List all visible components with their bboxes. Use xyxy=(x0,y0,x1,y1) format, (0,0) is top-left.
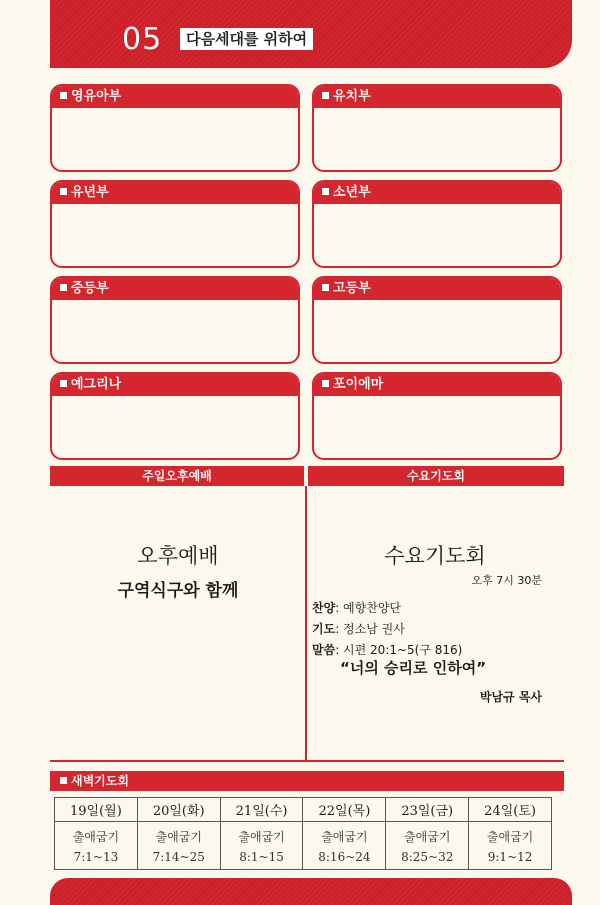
section-header xyxy=(50,0,572,68)
dept-box-primary xyxy=(50,180,300,268)
square-bullet-icon xyxy=(60,92,67,99)
section-number: 05 xyxy=(122,22,163,57)
dept-header xyxy=(314,182,560,204)
afternoon-service-title: 오후예배 xyxy=(137,544,219,568)
dawn-day-cell: 24일(토) xyxy=(469,798,552,822)
dept-label: 중등부 xyxy=(71,281,109,296)
dept-header xyxy=(314,374,560,396)
praise-line xyxy=(312,599,401,616)
reading-verses: 8:16~24 xyxy=(318,849,371,864)
dept-label: 유년부 xyxy=(71,185,109,200)
dept-header xyxy=(52,278,298,300)
wednesday-bar: 수요기도회 xyxy=(308,466,564,486)
dept-header xyxy=(314,86,560,108)
dawn-reading-cell xyxy=(137,822,220,870)
dept-label: 영유아부 xyxy=(71,89,122,104)
dawn-day-cell: 19일(월) xyxy=(55,798,138,822)
praise-label: 찬양 xyxy=(312,601,336,615)
square-bullet-icon xyxy=(322,380,329,387)
praise-value: : 예향찬양단 xyxy=(335,601,402,615)
dawn-schedule-table xyxy=(54,797,552,870)
dept-box-middle xyxy=(50,276,300,364)
dept-box-poiema xyxy=(312,372,562,460)
dept-box-kindergarten xyxy=(312,84,562,172)
reading-verses: 9:1~12 xyxy=(487,849,533,864)
square-bullet-icon xyxy=(322,92,329,99)
dept-box-yegrina xyxy=(50,372,300,460)
reading-book: 출애굽기 xyxy=(404,829,451,844)
reading-book: 출애굽기 xyxy=(321,829,368,844)
dawn-day-cell: 21일(수) xyxy=(220,798,303,822)
sermon-title: “너의 승리로 인하여” xyxy=(340,659,487,677)
dept-box-junior xyxy=(312,180,562,268)
reading-verses: 8:25~32 xyxy=(401,849,454,864)
word-value: : 시편 20:1~5(구 816) xyxy=(335,643,463,657)
dawn-day-row xyxy=(55,798,552,822)
preacher-name: 박남규 목사 xyxy=(479,690,542,704)
prayer-value: : 정소남 권사 xyxy=(335,622,405,636)
dept-box-infant xyxy=(50,84,300,172)
footer-bar xyxy=(50,878,572,905)
wednesday-title: 수요기도회 xyxy=(384,544,486,568)
reading-book: 출애굽기 xyxy=(238,829,285,844)
square-bullet-icon xyxy=(322,284,329,291)
word-line xyxy=(312,641,462,658)
dept-label: 유치부 xyxy=(333,89,371,104)
dept-label: 소년부 xyxy=(333,185,371,200)
afternoon-service-subtitle: 구역식구와 함께 xyxy=(117,581,239,601)
reading-book: 출애굽기 xyxy=(155,829,202,844)
dawn-reading-cell xyxy=(220,822,303,870)
dawn-day-cell: 22일(목) xyxy=(303,798,386,822)
reading-verses: 8:1~15 xyxy=(239,849,284,864)
reading-verses: 7:1~13 xyxy=(73,849,119,864)
square-bullet-icon xyxy=(60,380,67,387)
square-bullet-icon xyxy=(60,188,67,195)
dept-header xyxy=(52,374,298,396)
dawn-reading-row xyxy=(55,822,552,870)
dawn-reading-cell xyxy=(55,822,138,870)
square-bullet-icon xyxy=(322,188,329,195)
dawn-reading-cell xyxy=(386,822,469,870)
section-divider xyxy=(50,760,564,762)
sunday-afternoon-bar: 주일오후예배 xyxy=(50,466,304,486)
dawn-day-cell: 23일(금) xyxy=(386,798,469,822)
prayer-line xyxy=(312,620,405,637)
column-divider xyxy=(305,486,307,761)
dept-label: 고등부 xyxy=(333,281,371,296)
word-label: 말씀 xyxy=(312,643,336,657)
square-bullet-icon xyxy=(60,284,67,291)
dawn-prayer-header xyxy=(50,771,564,791)
reading-book: 출애굽기 xyxy=(72,829,120,844)
reading-book: 출애굽기 xyxy=(486,829,534,844)
prayer-label: 기도 xyxy=(312,622,336,636)
dept-label: 예그리나 xyxy=(71,377,122,392)
square-bullet-icon xyxy=(60,777,67,784)
wednesday-time: 오후 7시 30분 xyxy=(471,574,542,587)
dept-header xyxy=(52,86,298,108)
dept-header xyxy=(52,182,298,204)
dept-box-high xyxy=(312,276,562,364)
dawn-reading-cell xyxy=(469,822,552,870)
dawn-reading-cell xyxy=(303,822,386,870)
dept-label: 포이에마 xyxy=(333,377,384,392)
dawn-prayer-label: 새벽기도회 xyxy=(71,774,129,788)
section-title: 다음세대를 위하여 xyxy=(180,28,313,50)
reading-verses: 7:14~25 xyxy=(152,849,205,864)
dawn-day-cell: 20일(화) xyxy=(137,798,220,822)
dept-header xyxy=(314,278,560,300)
